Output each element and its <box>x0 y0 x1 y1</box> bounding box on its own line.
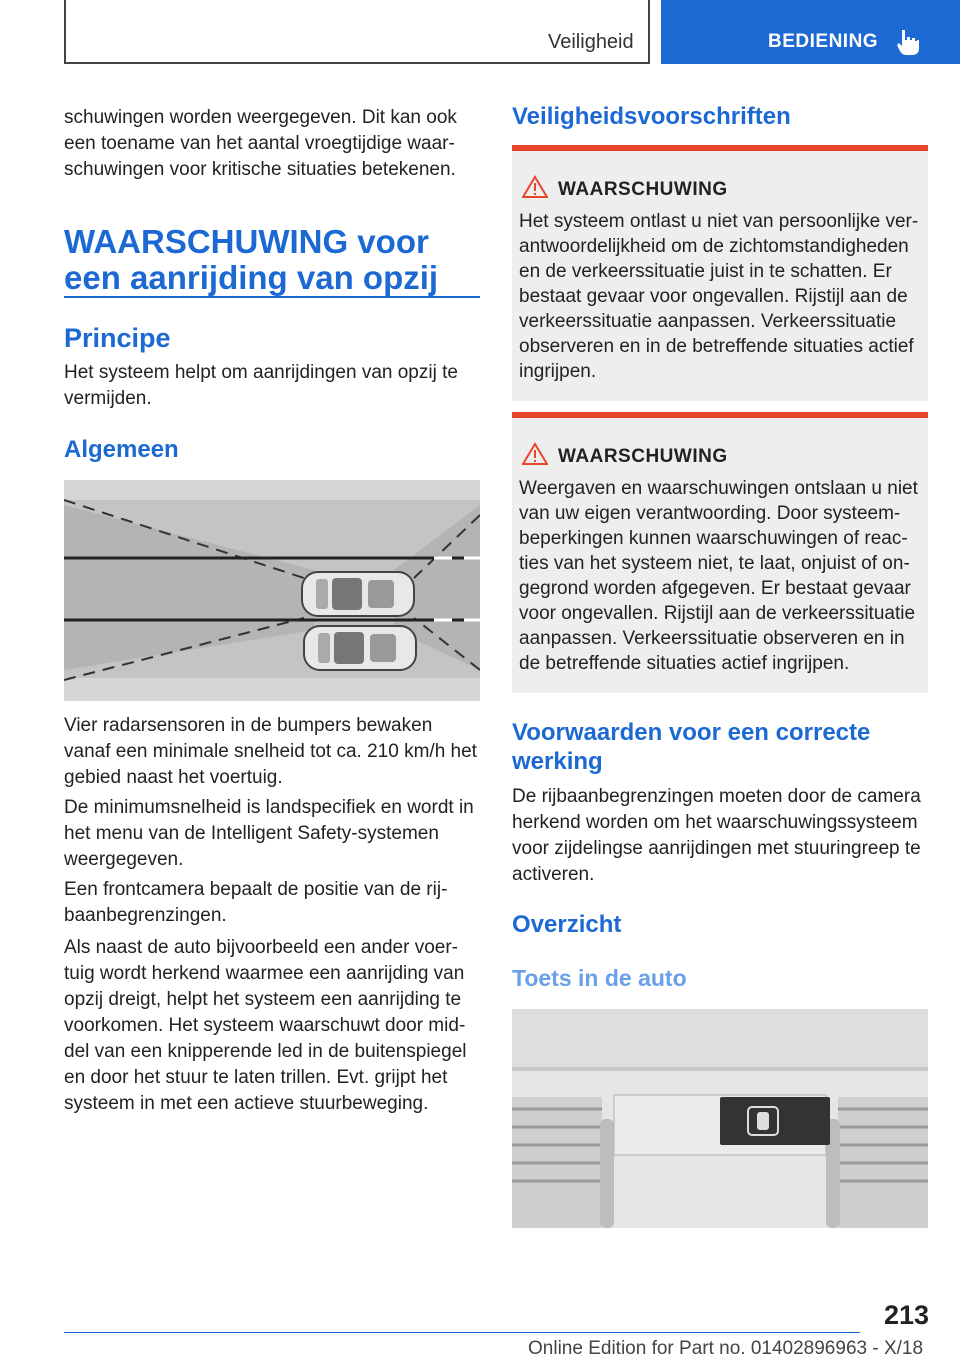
paragraph-1: Vier radarsensoren in de bumpers bewaken vanaf een minimale snelheid tot ca. 210 km/h het gebied naast het voertuig. <box>64 715 477 788</box>
section-title-line2: een aanrijding van opzij <box>64 259 439 296</box>
header-section-label: Veiligheid <box>548 31 634 53</box>
footer-rule <box>64 1332 860 1333</box>
section-title-line1: WAARSCHUWING voor <box>64 223 429 260</box>
paragraph-3: Een frontcamera bepaalt de positie van de rijbaanbegrenzingen. <box>64 879 448 926</box>
principle-heading: Principe <box>64 323 171 353</box>
warning-text-1: Het systeem ontlast u niet van persoonlijke verantwoordelijkheid om de zichtomstandigheden en de verkeerssituatie juist in te schatten. Er bestaat gevaar voor ongevallen. Rijstijl aan de verkeerssituatie aanpassen. Verkeerssituatie observeren en in de betreffende situaties actief ingrijpen. <box>519 211 919 382</box>
section-title-rule <box>64 296 480 298</box>
warning-title-1: WAARSCHUWING <box>558 179 728 200</box>
warning-title-2: WAARSCHUWING <box>558 446 728 467</box>
paragraph-4: Als naast de auto bijvoorbeeld een ander voertuig wordt herkend waarmee een aanrijding van opzij dreigt, helpt het systeem een aanrijding te voorkomen. Het systeem waarschuwt door middel van een knipperende led in de buitenspiegel en door het stuur te laten trillen. Evt. grijpt het systeem in met een actieve stuurbeweging. <box>64 937 467 1114</box>
figure-dashboard-button <box>512 1009 928 1228</box>
general-heading: Algemeen <box>64 436 179 463</box>
figure-radar-zones <box>64 480 480 701</box>
dashboard-button-with-car-icon <box>512 1009 928 1228</box>
conditions-heading: Voorwaarden voor een correcte werking <box>512 719 871 775</box>
header-chapter-label: BEDIENING <box>768 31 879 52</box>
safety-heading: Veiligheidsvoorschriften <box>512 103 791 130</box>
intro-paragraph: schuwingen worden weergegeven. Dit kan ook een toename van het aantal vroegtijdige waarschuwingen voor kritische situaties betekenen. <box>64 107 457 180</box>
button-heading: Toets in de auto <box>512 965 687 991</box>
footer-edition: Online Edition for Part no. 01402896963 - X/18 <box>528 1338 924 1359</box>
warning-box-2 <box>512 412 928 693</box>
overview-heading: Overzicht <box>512 911 622 938</box>
warning-triangle-icon <box>522 175 548 199</box>
warning-text-2: Weergaven en waarschuwingen ontslaan u niet van uw eigen verantwoording. Door systeembeperkingen kunnen waarschuwingen of reacties van het systeem niet, te laat, onjuist of ongegrond worden afgegeven. Er bestaat gevaar voor ongevallen. Rijstijl aan de verkeerssituatie aanpassen. Verkeerssituatie observeren en in de betreffende situaties actief ingrijpen. <box>519 478 918 674</box>
conditions-text: De rijbaanbegrenzingen moeten door de camera herkend worden om het waarschuwingssysteem voor zijdelingse aanrijdingen met stuuringreep te activeren. <box>512 786 921 885</box>
paragraph-2: De minimumsnelheid is landspecifiek en wordt in het menu van de Intelligent Safety-systemen weergegeven. <box>64 797 474 870</box>
warning-triangle-icon <box>522 442 548 466</box>
principle-text: Het systeem helpt om aanrijdingen van opzij te vermijden. <box>64 362 458 409</box>
pointing-hand-icon <box>893 26 923 56</box>
road-with-two-cars-radar-zones <box>64 480 480 701</box>
warning-box-1 <box>512 145 928 401</box>
page-number: 213 <box>884 1300 930 1330</box>
